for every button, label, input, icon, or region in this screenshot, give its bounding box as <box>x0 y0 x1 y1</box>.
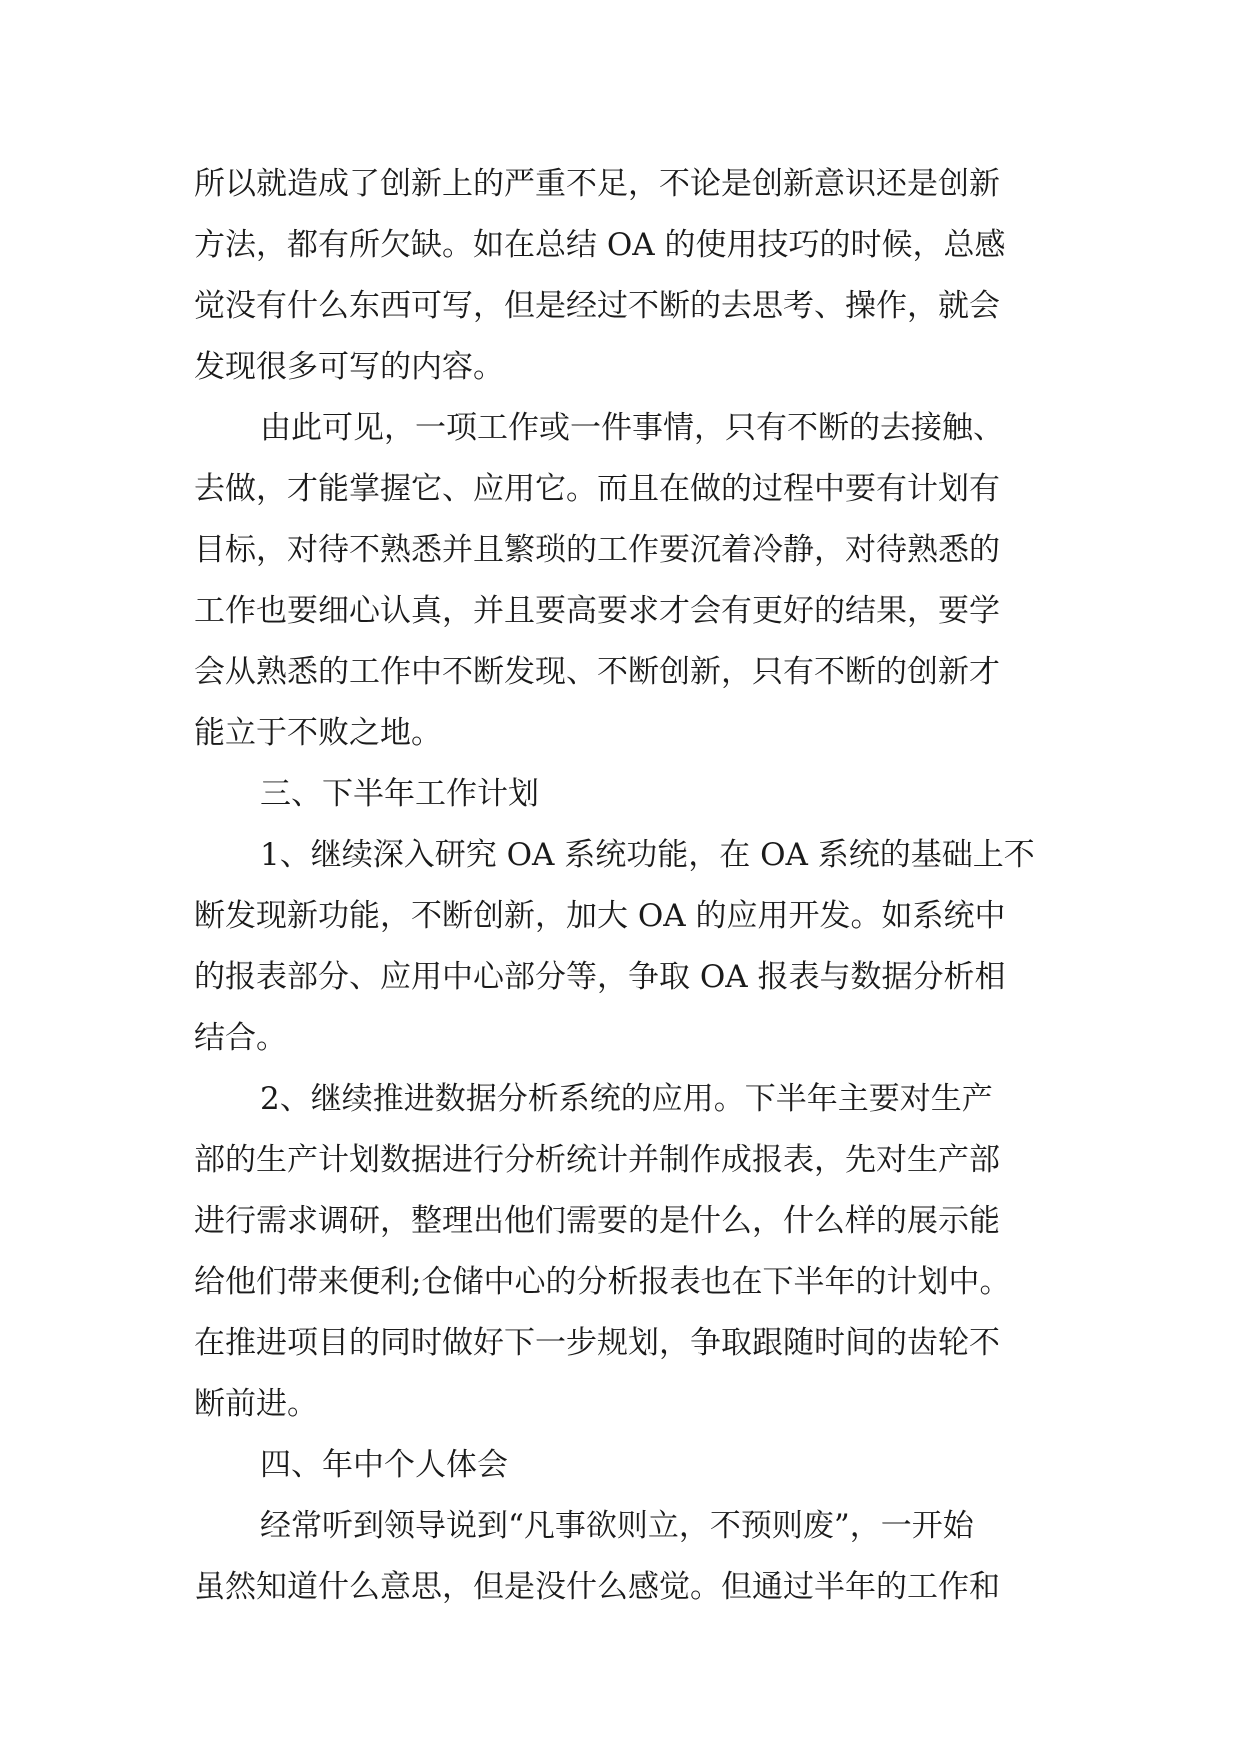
text-line: 所以就造成了创新上的严重不足，不论是创新意识还是创新 <box>194 166 1000 202</box>
text-line: 四、年中个人体会 <box>260 1447 508 1483</box>
text-line: 工作也要细心认真，并且要高要求才会有更好的结果，要学 <box>194 593 1000 629</box>
text-line: 方法，都有所欠缺。如在总结 OA 的使用技巧的时候，总感 <box>194 227 1006 263</box>
text-line: 会从熟悉的工作中不断发现、不断创新，只有不断的创新才 <box>194 654 1000 690</box>
text-line: 1、继续深入研究 OA 系统功能，在 OA 系统的基础上不 <box>260 837 1035 873</box>
text-line: 结合。 <box>194 1020 287 1056</box>
text-line: 目标，对待不熟悉并且繁琐的工作要沉着冷静，对待熟悉的 <box>194 532 1000 568</box>
text-line: 部的生产计划数据进行分析统计并制作成报表，先对生产部 <box>194 1142 1000 1178</box>
text-line: 发现很多可写的内容。 <box>194 349 504 385</box>
text-line: 在推进项目的同时做好下一步规划，争取跟随时间的齿轮不 <box>194 1325 1000 1361</box>
text-line: 2、继续推进数据分析系统的应用。下半年主要对生产 <box>260 1081 993 1117</box>
text-line: 能立于不败之地。 <box>194 715 442 751</box>
text-line: 的报表部分、应用中心部分等，争取 OA 报表与数据分析相 <box>194 959 1006 995</box>
text-line: 断前进。 <box>194 1386 318 1422</box>
document-body <box>194 154 1064 1618</box>
text-line: 由此可见，一项工作或一件事情，只有不断的去接触、 <box>260 410 1004 446</box>
text-line: 经常听到领导说到“凡事欲则立，不预则废”，一开始 <box>260 1508 974 1544</box>
text-line: 去做，才能掌握它、应用它。而且在做的过程中要有计划有 <box>194 471 1000 507</box>
text-line: 虽然知道什么意思，但是没什么感觉。但通过半年的工作和 <box>194 1569 1000 1605</box>
text-line: 给他们带来便利;仓储中心的分析报表也在下半年的计划中。 <box>194 1264 1011 1300</box>
text-line: 断发现新功能，不断创新，加大 OA 的应用开发。如系统中 <box>194 898 1006 934</box>
text-line: 进行需求调研，整理出他们需要的是什么，什么样的展示能 <box>194 1203 1000 1239</box>
text-line: 三、下半年工作计划 <box>260 776 539 812</box>
text-line: 觉没有什么东西可写，但是经过不断的去思考、操作，就会 <box>194 288 1000 324</box>
